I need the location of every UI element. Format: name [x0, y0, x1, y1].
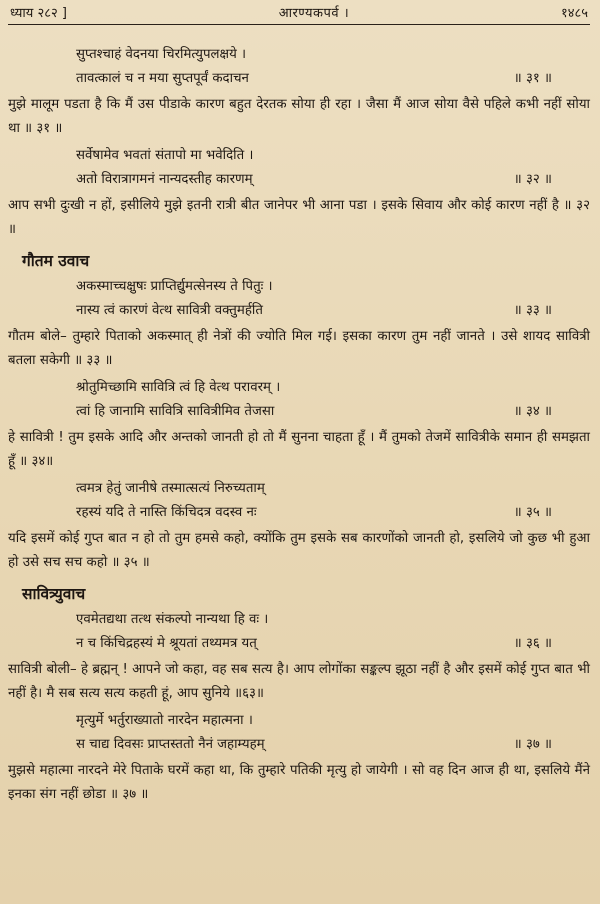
verse-text: सर्वेषामेव भवतां संतापो मा भवेदिति । [76, 148, 254, 163]
verse-text: रहस्यं यदि ते नास्ति किंचिदत्र वदस्व नः [76, 505, 257, 520]
verse-line [76, 275, 590, 299]
sanskrit-verse [76, 376, 590, 424]
hindi-translation: सावित्री बोली– हे ब्रह्मन् ! आपने जो कहा, वह सब सत्य है। आप लोगोंका सङ्कल्प झूठा नहीं है और इसमें कोई गुप्त बात भी नहीं है। मै सब सत्य सत्य कहती हूं, आप सुनिये ॥६३॥ [8, 662, 590, 701]
verse-line [76, 400, 590, 424]
page-content [8, 25, 590, 806]
verse-number: ॥ ३४ ॥ [513, 404, 552, 419]
page-header [8, 0, 590, 25]
verse-number: ॥ ३६ ॥ [513, 636, 552, 651]
speaker-heading: गौतम उवाच [22, 252, 90, 270]
hindi-translation: हे सावित्री ! तुम इसके आदि और अन्तको जानती हो तो मैं सुनना चाहता हूँ । मैं तुमको तेजमें सावित्रीके समान ही समझता हूँ ॥ ३४॥ [8, 430, 590, 469]
verse-text: त्वमत्र हेतुं जानीषे तस्मात्सत्यं निरुच्यताम् [76, 481, 265, 496]
sanskrit-verse [76, 608, 590, 656]
chapter-label: ध्याय २८२ ] [10, 6, 67, 21]
verse-line [76, 376, 590, 400]
verse-line [76, 168, 590, 192]
verse-line [76, 733, 590, 757]
verse-text: अकस्माच्चक्षुषः प्राप्तिर्द्युमत्सेनस्य ते पितुः । [76, 279, 273, 294]
sanskrit-verse [76, 477, 590, 525]
verse-text: अतो विरात्रागमनं नान्यदस्तीह कारणम् [76, 172, 253, 187]
hindi-translation: मुझे मालूम पडता है कि मैं उस पीडाके कारण बहुत देरतक सोया ही रहा । जैसा मैं आज सोया वैसे पहिले कभी नहीं सोया था ॥ ३१ ॥ [8, 97, 590, 136]
verse-line [76, 477, 590, 501]
hindi-translation: गौतम बोले– तुम्हारे पिताको अकस्मात् ही नेत्रों की ज्योति मिल गई। इसका कारण तुम नहीं जानते । उसे शायद सावित्री बतला सकेगी ॥ ३३ ॥ [8, 329, 590, 368]
hindi-translation: यदि इसमें कोई गुप्त बात न हो तो तुम हमसे कहो, क्योंकि तुम इसके सब कारणोंको जानती हो, इसलिये जो कुछ भी हुआ हो उसे सच सच कहो ॥ ३५ ॥ [8, 531, 590, 570]
verse-number: ॥ ३२ ॥ [513, 172, 552, 187]
page-number: १४८५ [560, 6, 588, 21]
sanskrit-verse [76, 709, 590, 757]
verse-text: सुप्तश्चाहं वेदनया चिरमित्युपलक्षये । [76, 47, 247, 62]
hindi-translation: मुझसे महात्मा नारदने मेरे पिताके घरमें कहा था, कि तुम्हारे पतिकी मृत्यु हो जायेगी । सो वह दिन आज ही था, इसलिये मैंने इनका संग नहीं छोडा ॥ ३७ ॥ [8, 763, 590, 802]
verse-text: एवमेतद्यथा तत्थ संकल्पो नान्यथा हि वः । [76, 612, 269, 627]
sanskrit-verse [76, 144, 590, 192]
verse-text: स चाद्य दिवसः प्राप्तस्ततो नैनं जहाम्यहम् [76, 737, 265, 752]
sanskrit-verse [76, 43, 590, 91]
verse-number: ॥ ३३ ॥ [513, 303, 552, 318]
verse-text: मृत्युर्मे भर्तुराख्यातो नारदेन महात्मना । [76, 713, 253, 728]
verse-text: श्रोतुमिच्छामि सावित्रि त्वं हि वेत्थ परावरम् । [76, 380, 281, 395]
verse-line [76, 299, 590, 323]
verse-line [76, 67, 590, 91]
verse-text: न च किंचिद्रहस्यं मे श्रूयतां तथ्यमत्र यत् [76, 636, 257, 651]
verse-number: ॥ ३७ ॥ [513, 737, 552, 752]
verse-number: ॥ ३५ ॥ [513, 505, 552, 520]
verse-text: तावत्कालं च न मया सुप्तपूर्वं कदाचन [76, 71, 249, 86]
book-title: आरण्यकपर्व । [278, 6, 350, 21]
hindi-translation: आप सभी दुःखी न हों, इसीलिये मुझे इतनी रात्री बीत जानेपर भी आना पडा । इसके सिवाय और कोई कारण नहीं है ॥ ३२ ॥ [8, 198, 590, 237]
verse-line [76, 709, 590, 733]
verse-line [76, 43, 590, 67]
verse-line [76, 632, 590, 656]
verse-line [76, 144, 590, 168]
speaker-heading: सावित्र्युवाच [22, 585, 86, 603]
verse-number: ॥ ३१ ॥ [513, 71, 552, 86]
sanskrit-verse [76, 275, 590, 323]
verse-text: नास्य त्वं कारणं वेत्थ सावित्री वक्तुमर्हति [76, 303, 263, 318]
verse-line [76, 501, 590, 525]
verse-text: त्वां हि जानामि सावित्रि सावित्रीमिव तेजसा [76, 404, 275, 419]
verse-line [76, 608, 590, 632]
